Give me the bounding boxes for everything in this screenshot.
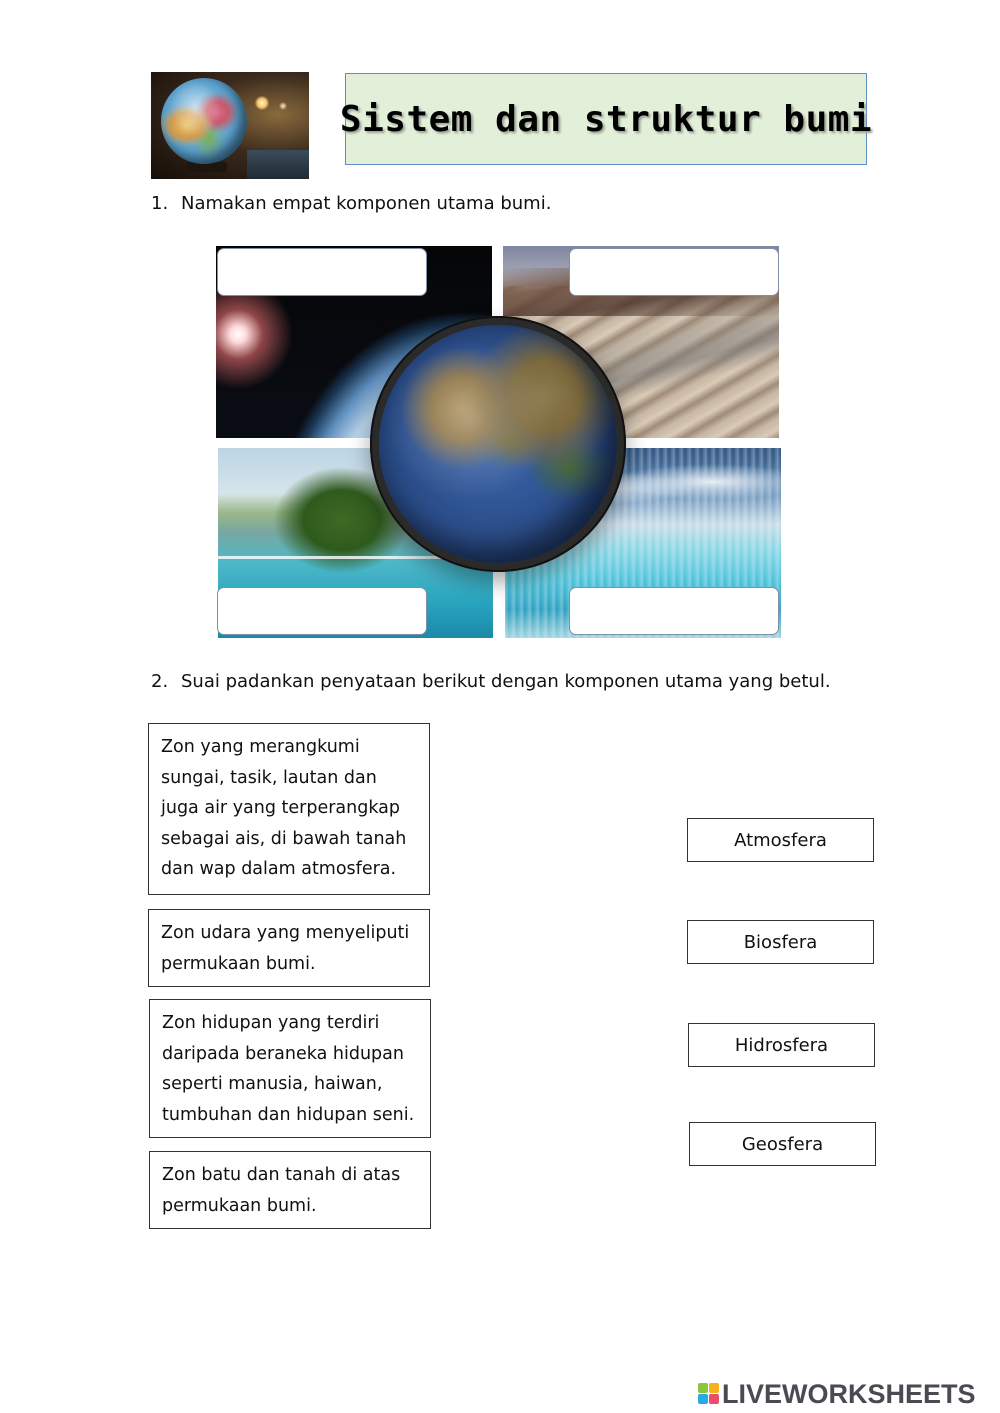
title-box <box>339 73 873 165</box>
question-1-text: Namakan empat komponen utama bumi. <box>181 193 552 214</box>
option-hidrosfera[interactable]: Hidrosfera <box>688 1023 875 1067</box>
logo-square <box>698 1394 708 1404</box>
answer-input-bottom-left[interactable] <box>217 587 427 635</box>
answer-input-bottom-right[interactable] <box>569 587 779 635</box>
globe-photo <box>151 72 309 179</box>
statement-line: dan wap dalam atmosfera. <box>161 859 397 879</box>
statement-line: seperti manusia, haiwan, <box>162 1074 383 1094</box>
statement-line: sebagai ais, di bawah tanah <box>161 828 407 849</box>
brand-text: LIVEWORKSHEETS <box>722 1378 976 1409</box>
statement-line: Zon udara yang menyeliputi <box>161 923 410 943</box>
statement-line: Zon batu dan tanah di atas <box>162 1165 401 1185</box>
logo-square <box>709 1394 719 1404</box>
question-1 <box>151 192 551 216</box>
liveworksheets-logo-icon <box>698 1383 720 1405</box>
statement-line: tumbuhan dan hidupan seni. <box>162 1104 415 1125</box>
option-atmosfera[interactable]: Atmosfera <box>687 818 874 862</box>
answer-input-top-left[interactable] <box>217 248 427 296</box>
earth-globe <box>370 316 626 572</box>
option-geosfera[interactable]: Geosfera <box>689 1122 876 1166</box>
statement-geosfera[interactable] <box>149 1151 431 1229</box>
statement-line: Zon hidupan yang terdiri <box>162 1013 380 1033</box>
option-biosfera[interactable]: Biosfera <box>687 920 874 964</box>
statement-line: juga air yang terperangkap <box>161 798 401 818</box>
statement-atmosfera[interactable] <box>148 909 430 987</box>
table-shape <box>247 150 309 179</box>
statement-line: sungai, tasik, lautan dan <box>161 767 377 788</box>
question-1-number: 1. <box>151 193 169 214</box>
logo-square <box>698 1383 708 1393</box>
statement-line: daripada beraneka hidupan <box>162 1043 404 1064</box>
lamp-light <box>279 102 287 110</box>
liveworksheets-brand <box>698 1379 976 1409</box>
statement-line: permukaan bumi. <box>162 1195 317 1216</box>
question-2-number: 2. <box>151 671 169 692</box>
lamp-light <box>255 96 269 110</box>
statement-line: permukaan bumi. <box>161 953 316 974</box>
question-2 <box>151 670 831 694</box>
page-title: Sistem dan struktur bumi <box>339 98 873 140</box>
statement-hidrosfera[interactable] <box>148 723 430 895</box>
answer-input-top-right[interactable] <box>569 248 779 296</box>
statement-line: Zon yang merangkumi <box>161 737 360 757</box>
earth-icon <box>379 325 617 563</box>
statement-biosfera[interactable] <box>149 999 431 1138</box>
logo-square <box>709 1383 719 1393</box>
question-2-text: Suai padankan penyataan berikut dengan komponen utama yang betul. <box>181 671 831 692</box>
globe-icon <box>161 78 247 164</box>
